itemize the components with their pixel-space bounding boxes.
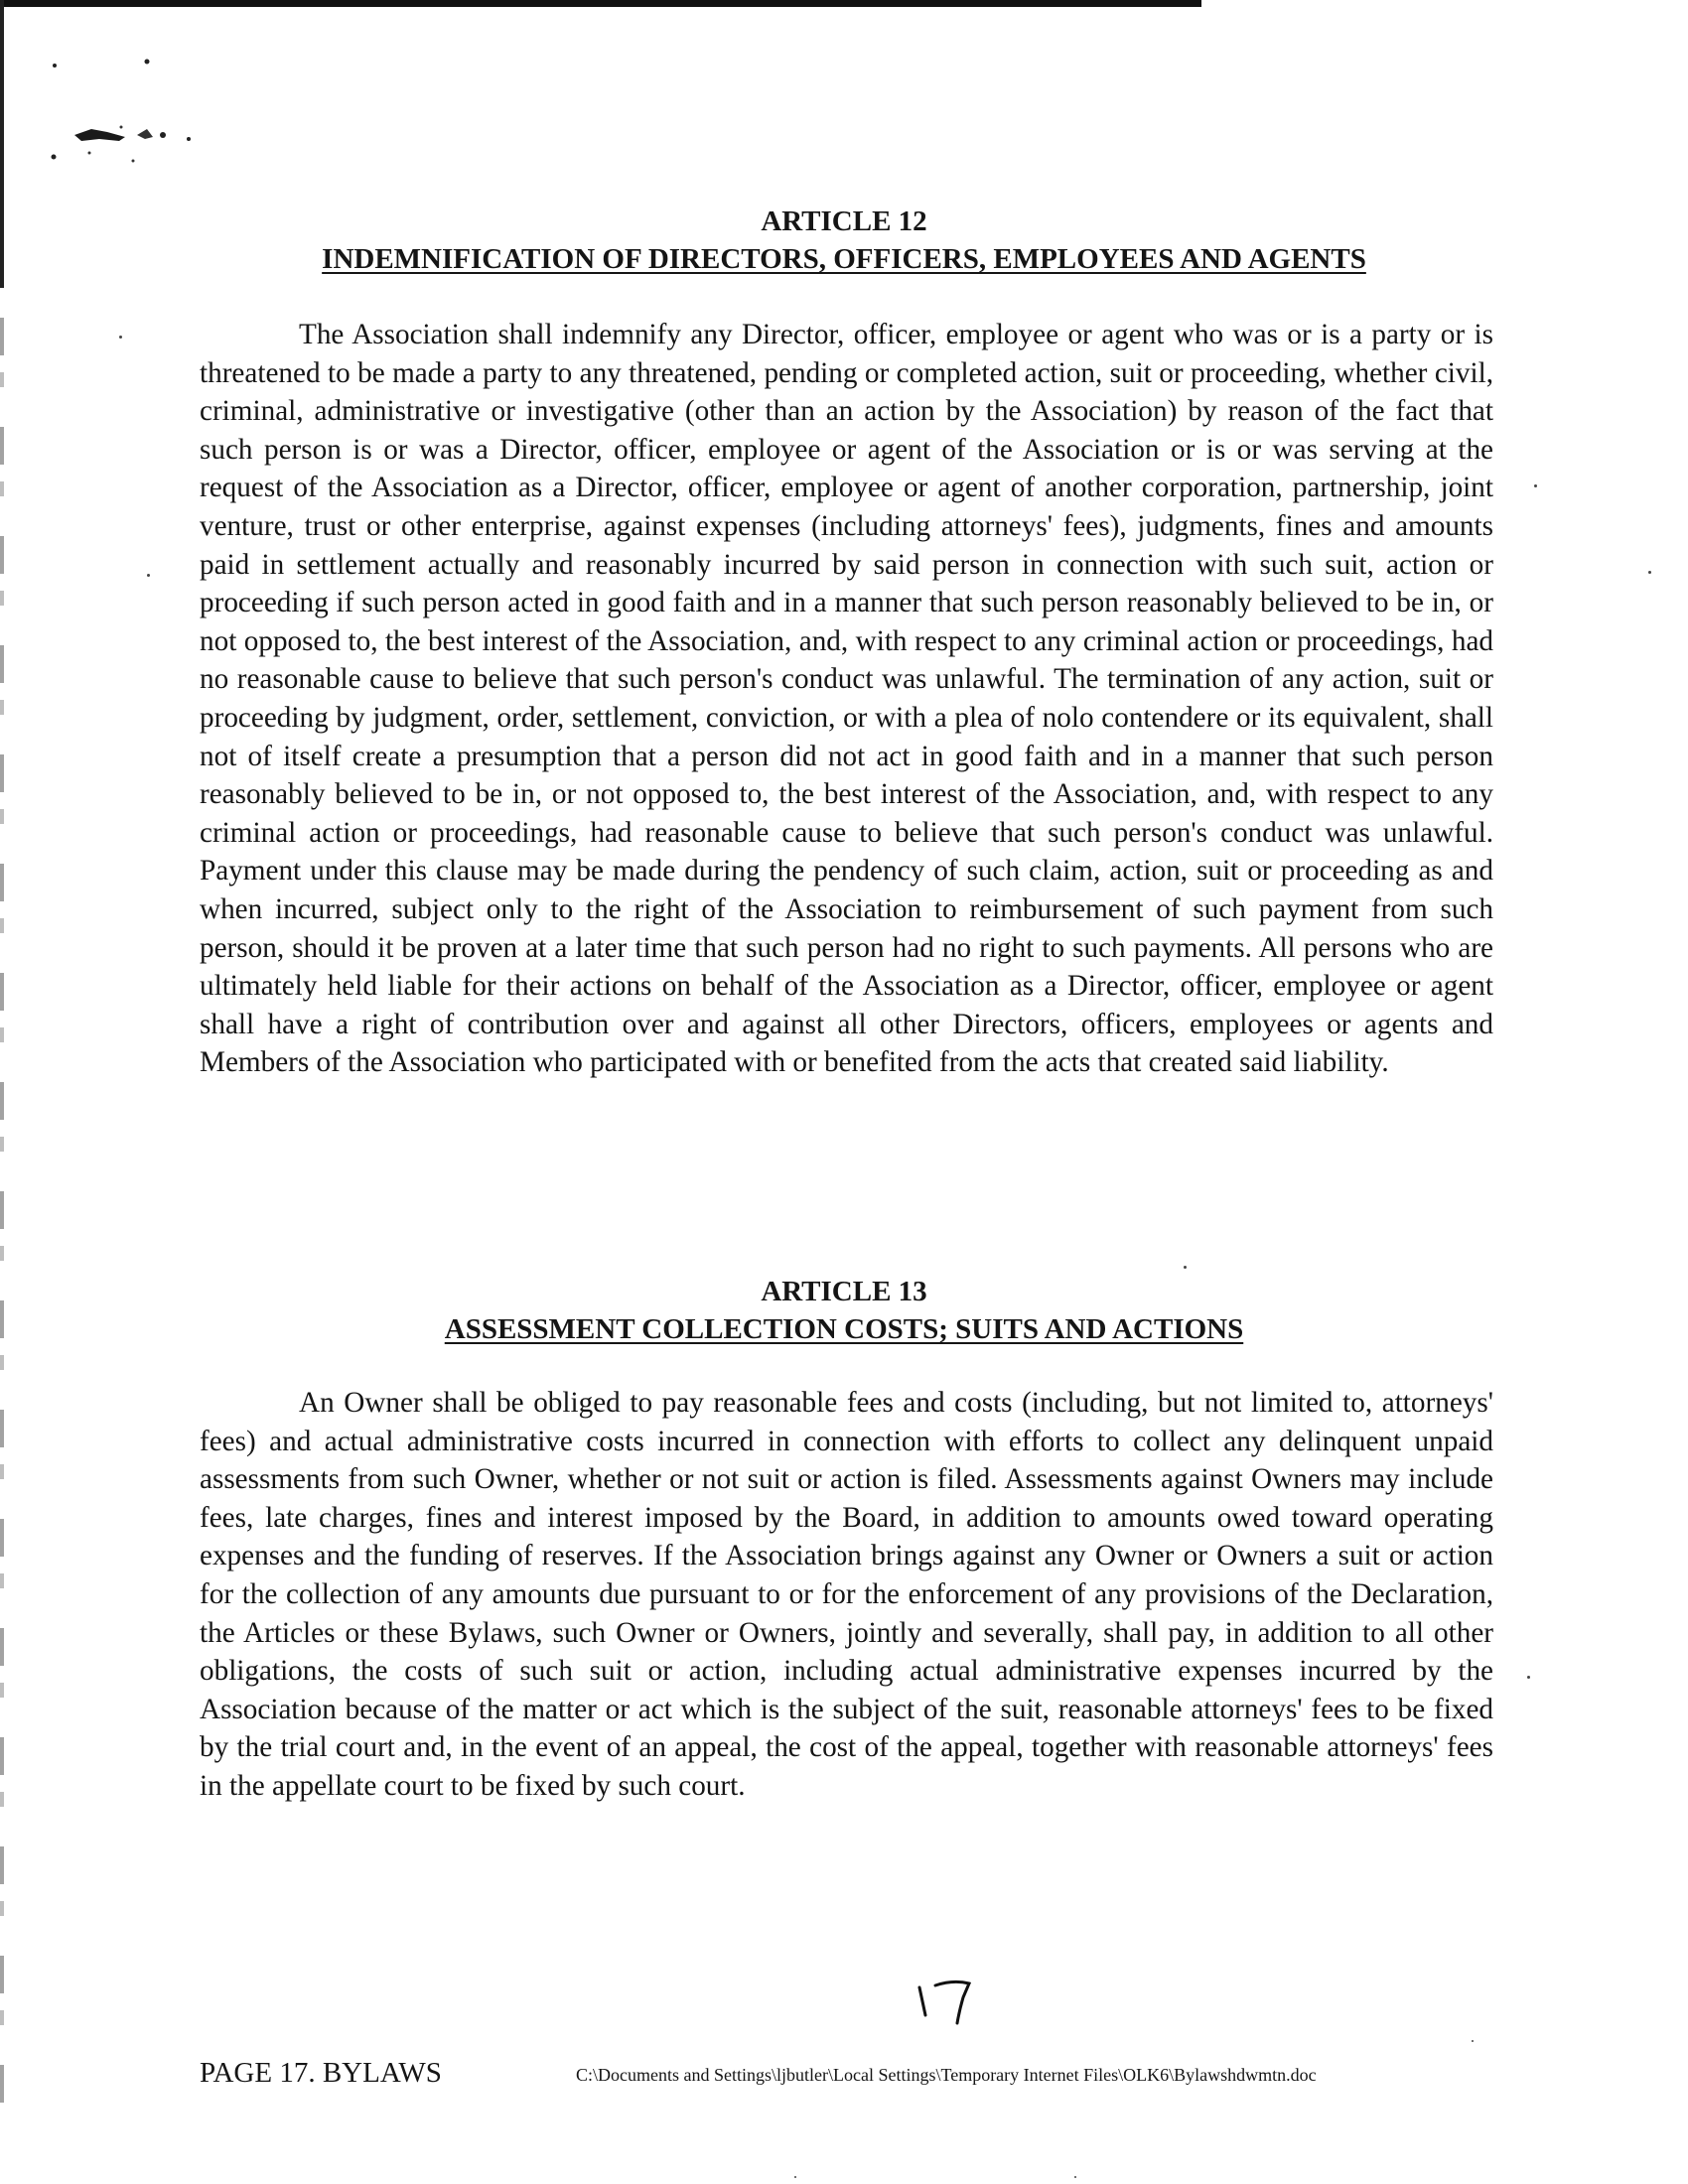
article-13-body: An Owner shall be obliged to pay reasonable fees and costs (including, but not limited to, attorneys' fees) and actual administrative costs incurred in connection with efforts to collect any delinquent unpaid assessments from such Owner, whether or not suit or action is filed. Assessments against Owners may include fees, late charges, fines and interest imposed by the Board, in addition to amounts owed toward operating expenses and the funding of reserves. If the Association brings against any Owner or Owners a suit or action for the collection of any amounts due pursuant to or for the enforcement of any provisions of the Declaration, the Articles or these Bylaws, such Owner or Owners, jointly and severally, shall pay, in addition to all other obligations, the costs of such suit or action, including actual administrative expenses incurred by the Association because of the matter or act which is the subject of the suit, reasonable attorneys' fees to be fixed by the trial court and, in the event of an appeal, the cost of the appeal, together with reasonable attorneys' fees in the appellate court to be fixed by such court. — [200, 1387, 1493, 1802]
footer-file-path: C:\Documents and Settings\ljbutler\Local Settings\Temporary Internet Files\OLK6\Bylawshdwmtn.doc — [576, 2065, 1317, 2085]
scan-speck — [1534, 484, 1537, 487]
article-12-body: The Association shall indemnify any Director, officer, employee or agent who was or is a party or is threatened to be made a party to any threatened, pending or completed action, suit or proceeding, whether civil, criminal, administrative or investigative (other than an action by the Association) by reason of the fact that such person is or was a Director, officer, employee or agent of the Association or is or was serving at the request of the Association as a Director, officer, employee or agent of another corporation, partnership, joint venture, trust or other enterprise, against expenses (including attorneys' fees), judgments, fines and amounts paid in settlement actually and reasonably incurred by said person in connection with such suit, action or proceeding if such person acted in good faith and in a manner that such person reasonably believed to be in, or not opposed to, the best interest of the Association, and, with respect to any criminal action or proceedings, had no reasonable cause to believe that such person's conduct was unlawful. The termination of any action, suit or proceeding by judgment, order, settlement, conviction, or with a plea of nolo contendere or its equivalent, shall not of itself create a presumption that a person did not act in good faith and in a manner that such person reasonably believed to be in, or not opposed to, the best interest of the Association, and, with respect to any criminal action or proceedings, had reasonable cause to believe that such person's conduct was unlawful. Payment under this clause may be made during the pendency of such claim, action, suit or proceeding as and when incurred, subject only to the right of the Association to reimbursement of such payment from such person, should it be proven at a later time that such person had no right to such payments. All persons who are ultimately held liable for their actions on behalf of the Association as a Director, officer, employee or agent shall have a right of contribution over and against all other Directors, officers, employees or agents and Members of the Association who participated with or benefited from the acts that created said liability. — [200, 319, 1493, 1079]
scan-top-border — [0, 0, 1201, 7]
article-12-title: INDEMNIFICATION OF DIRECTORS, OFFICERS, EMPLOYEES AND AGENTS — [322, 243, 1366, 275]
scan-speck — [119, 336, 122, 339]
scan-speck — [1074, 2176, 1076, 2178]
scan-speck — [1648, 571, 1651, 574]
scan-specks — [30, 50, 209, 169]
article-13-title: ASSESSMENT COLLECTION COSTS; SUITS AND ACTIONS — [444, 1313, 1244, 1345]
scan-speck — [1527, 1676, 1530, 1679]
article-12-heading — [0, 203, 1688, 278]
scan-left-marks — [0, 318, 4, 2105]
footer-page-label: PAGE 17. BYLAWS — [200, 2057, 442, 2089]
scan-speck — [1184, 1266, 1187, 1269]
scan-speck — [794, 2176, 796, 2178]
article-13-number: ARTICLE 13 — [761, 1276, 927, 1307]
article-12-number: ARTICLE 12 — [761, 205, 927, 237]
handwritten-page-number — [914, 1976, 983, 2035]
scan-speck — [1472, 2040, 1474, 2042]
scan-speck — [147, 574, 150, 577]
article-13-heading — [0, 1273, 1688, 1348]
